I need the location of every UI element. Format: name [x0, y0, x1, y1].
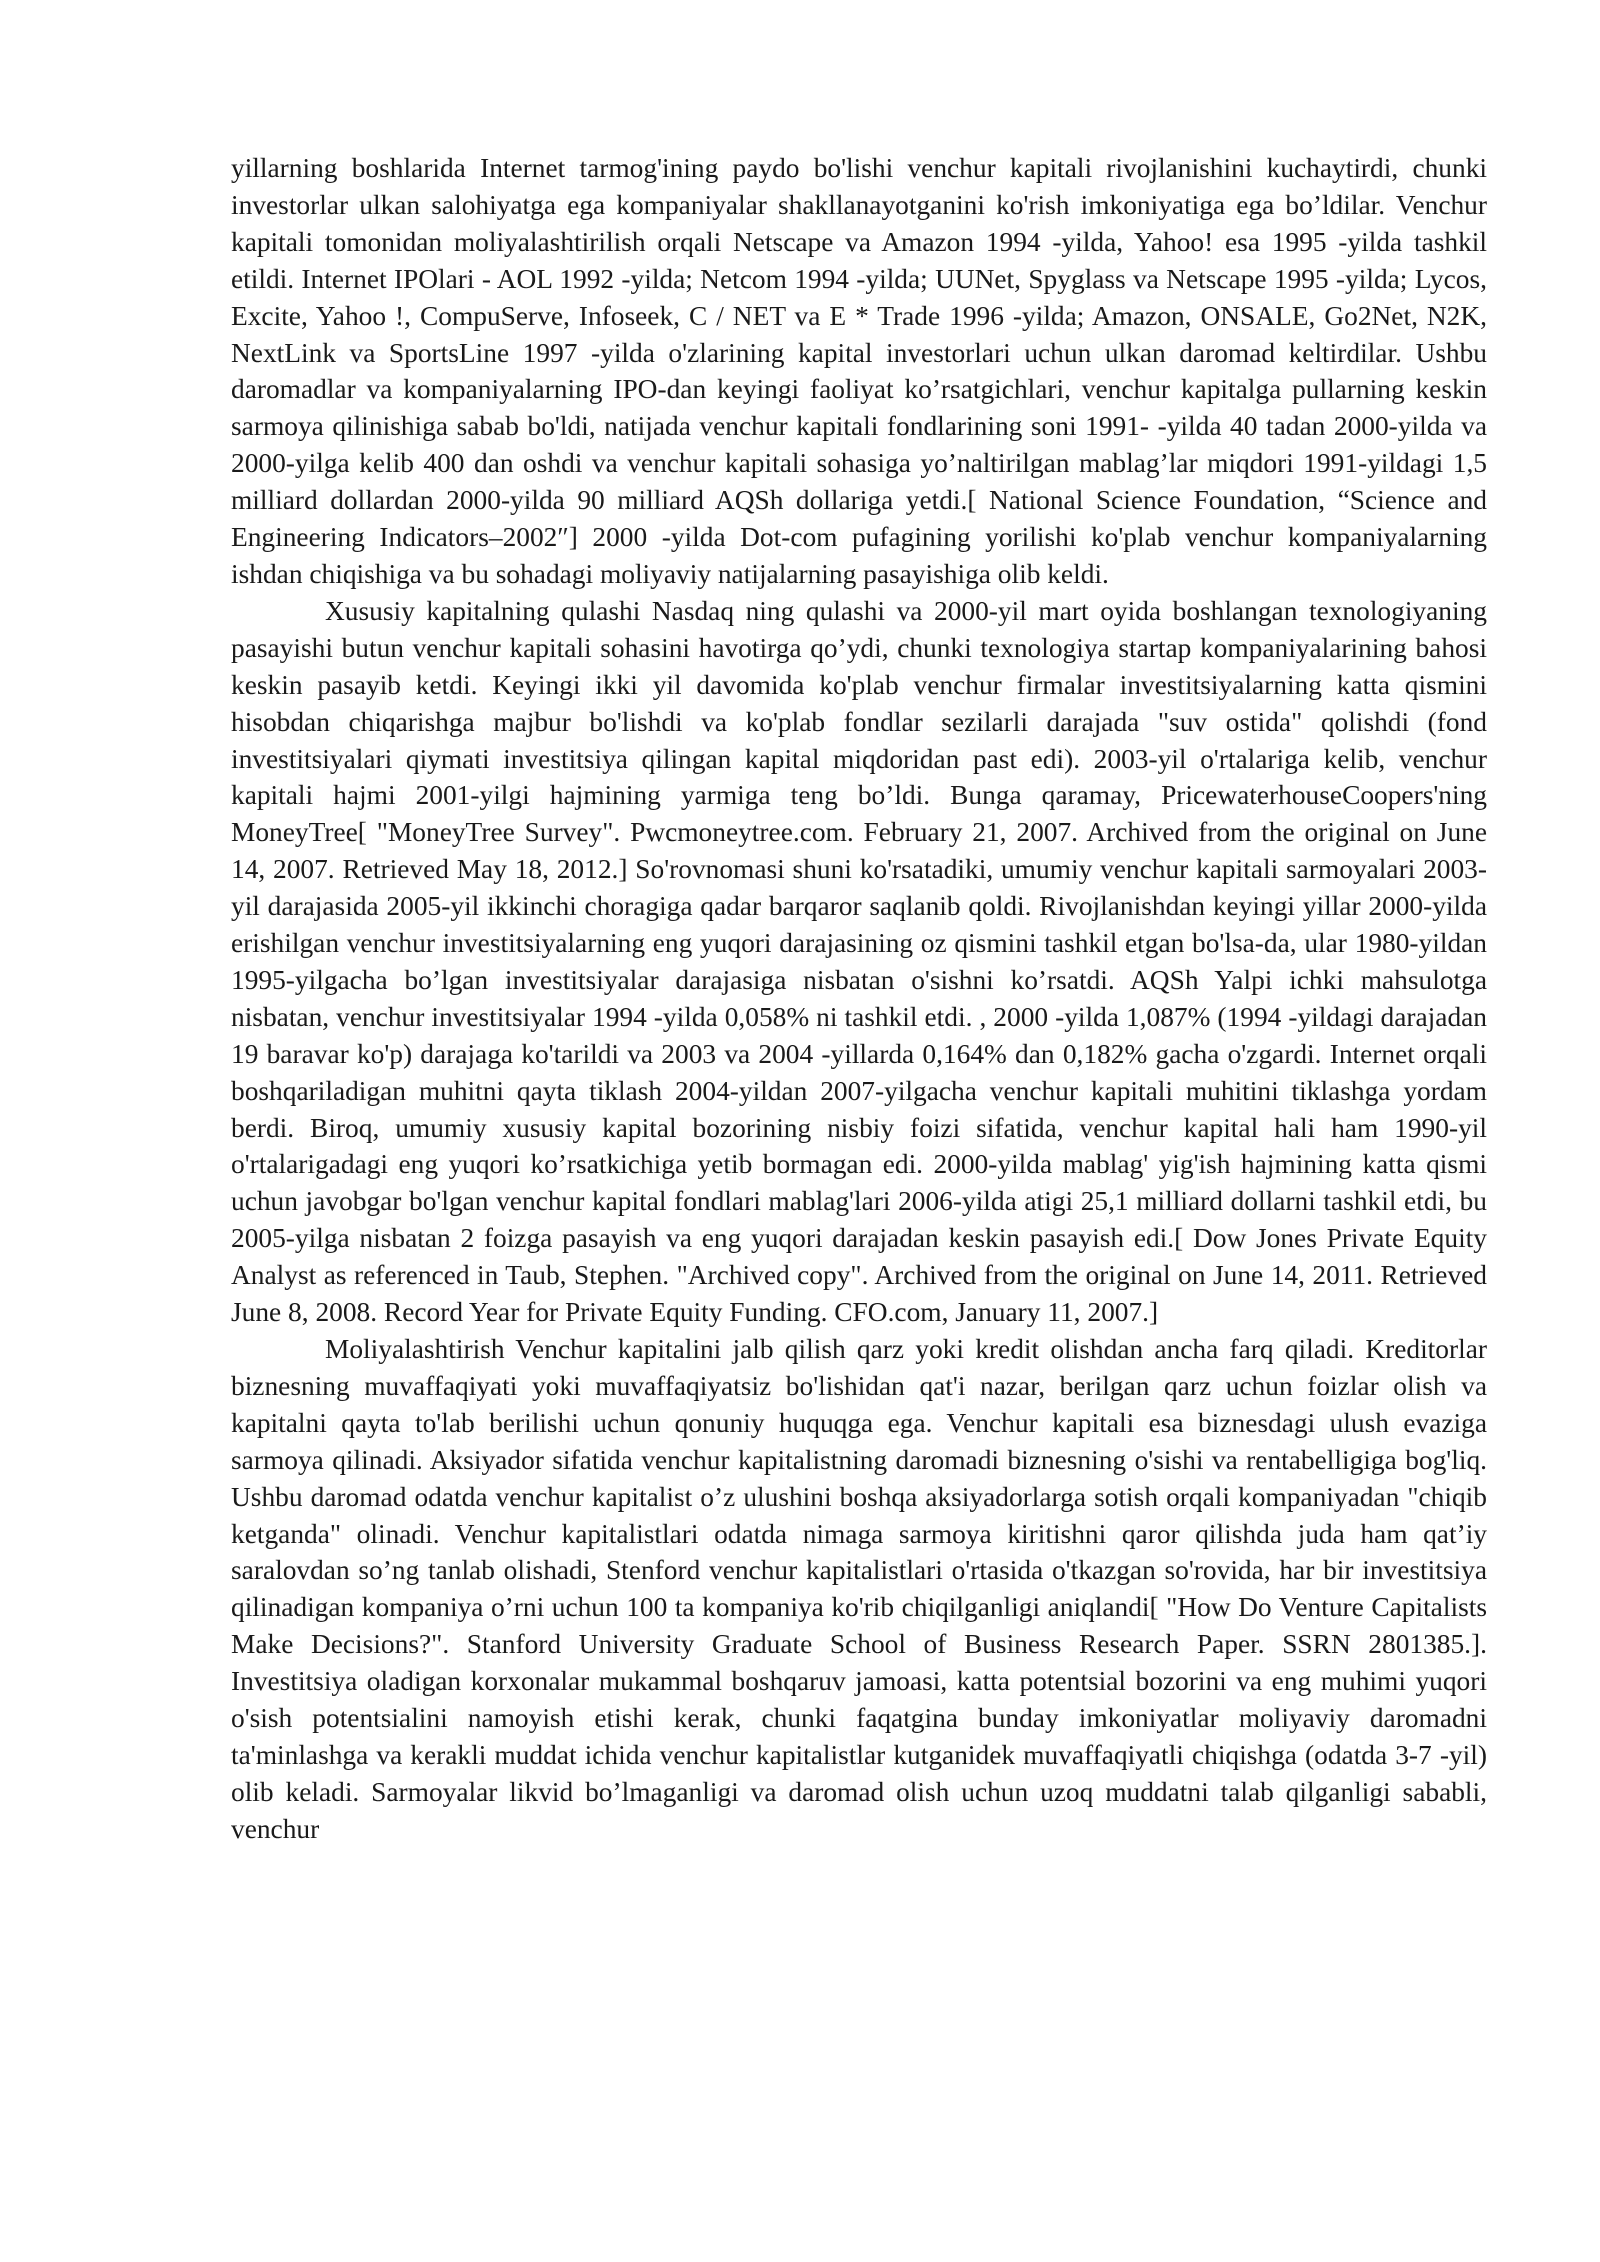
document-body — [231, 150, 1487, 1848]
paragraph-financing: Moliyalashtirish Venchur kapitalini jalb qilish qarz yoki kredit olishdan ancha farq qiladi. Kreditorlar biznesning muvaffaqiyati yoki muvaffaqiyatsiz bo'lishidan qat'i nazar, berilgan qarz uchun foizlar olish va kapitalni qayta to'lab berilishi uchun qonuniy huquqga ega. Venchur kapitali esa biznesdagi ulush evaziga sarmoya qilinadi. Aksiyador sifatida venchur kapitalistning daromadi biznesning o'sishi va rentabelligiga bog'liq. Ushbu daromad odatda venchur kapitalist o’z ulushini boshqa aksiyadorlarga sotish orqali kompaniyadan "chiqib ketganda" olinadi. Venchur kapitalistlari odatda nimaga sarmoya kiritishni qaror qilishda juda ham qat’iy saralovdan so’ng tanlab olishadi, Stenford venchur kapitalistlari o'rtasida o'tkazgan so'rovida, har bir investitsiya qilinadigan kompaniya o’rni uchun 100 ta kompaniya ko'rib chiqilganligi aniqlandi[ "How Do Venture Capitalists Make Decisions?". Stanford University Graduate School of Business Research Paper. SSRN 2801385.]. Investitsiya oladigan korxonalar mukammal boshqaruv jamoasi, katta potentsial bozorini va eng muhimi yuqori o'sish potentsialini namoyish etishi kerak, chunki faqatgina bunday imkoniyatlar moliyaviy daromadni ta'minlashga va kerakli muddat ichida venchur kapitalistlar kutganidek muvaffaqiyatli chiqishga (odatda 3-7 -yil) olib keladi. Sarmoyalar likvid bo’lmaganligi va daromad olish uchun uzoq muddatni talab qilganligi sababli, venchur — [231, 1334, 1487, 1844]
paragraph-internet-ipos: yillarning boshlarida Internet tarmog'ining paydo bo'lishi venchur kapitali rivojlanishini kuchaytirdi, chunki investorlar ulkan salohiyatga ega kompaniyalar shakllanayotganini ko'rish imkoniyatiga ega bo’ldilar. Venchur kapitali tomonidan moliyalashtirilish orqali Netscape va Amazon 1994 -yilda, Yahoo! esa 1995 -yilda tashkil etildi. Internet IPOlari - AOL 1992 -yilda; Netcom 1994 -yilda; UUNet, Spyglass va Netscape 1995 -yilda; Lycos, Excite, Yahoo !, CompuServe, Infoseek, C / NET va E * Trade 1996 -yilda; Amazon, ONSALE, Go2Net, N2K, NextLink va SportsLine 1997 -yilda o'zlarining kapital investorlari uchun ulkan daromad keltirdilar. Ushbu daromadlar va kompaniyalarning IPO-dan keyingi faoliyat ko’rsatgichlari, venchur kapitalga pullarning keskin sarmoya qilinishiga sabab bo'ldi, natijada venchur kapitali fondlarining soni 1991- -yilda 40 tadan 2000-yilda va 2000-yilga kelib 400 dan oshdi va venchur kapitali sohasiga yo’naltirilgan mablag’lar miqdori 1991-yildagi 1,5 milliard dollardan 2000-yilda 90 milliard AQSh dollariga yetdi.[ National Science Foundation, “Science and Engineering Indicators–2002″] 2000 -yilda Dot-com pufagining yorilishi ko'plab venchur kompaniyalarning ishdan chiqishiga va bu sohadagi moliyaviy natijalarning pasayishiga olib keldi. — [231, 153, 1487, 589]
paragraph-private-capital-collapse: Xususiy kapitalning qulashi Nasdaq ning qulashi va 2000-yil mart oyida boshlangan texnologiyaning pasayishi butun venchur kapitali sohasini havotirga qo’ydi, chunki texnologiya startap kompaniyalarining bahosi keskin pasayib ketdi. Keyingi ikki yil davomida ko'plab venchur firmalar investitsiyalarning katta qismini hisobdan chiqarishga majbur bo'lishdi va ko'plab fondlar sezilarli darajada "suv ostida" qolishdi (fond investitsiyalari qiymati investitsiya qilingan kapital miqdoridan past edi). 2003-yil o'rtalariga kelib, venchur kapitali hajmi 2001-yilgi hajmining yarmiga teng bo’ldi. Bunga qaramay, PricewaterhouseCoopers'ning MoneyTree[ "MoneyTree Survey". Pwcmoneytree.com. February 21, 2007. Archived from the original on June 14, 2007. Retrieved May 18, 2012.] So'rovnomasi shuni ko'rsatadiki, umumiy venchur kapitali sarmoyalari 2003-yil darajasida 2005-yil ikkinchi choragigа qadar barqaror saqlanib qoldi. Rivojlanishdan keyingi yillar 2000-yilda erishilgan venchur investitsiyalarning eng yuqori darajasining oz qismini tashkil etgan bo'lsa-da, ular 1980-yildan 1995-yilgacha bo’lgan investitsiyalar darajasiga nisbatan o'sishni ko’rsatdi. AQSh Yalpi ichki mahsulotga nisbatan, venchur investitsiyalar 1994 -yilda 0,058% ni tashkil etdi. , 2000 -yilda 1,087% (1994 -yildagi darajadan 19 baravar ko'p) darajaga ko'tarildi va 2003 va 2004 -yillarda 0,164% dan 0,182% gacha o'zgardi. Internet orqali boshqariladigan muhitni qayta tiklash 2004-yildan 2007-yilgacha venchur kapitali muhitini tiklashga yordam berdi. Biroq, umumiy xususiy kapital bozorining nisbiy foizi sifatida, venchur kapital hali ham 1990-yil o'rtalarigadagi eng yuqori ko’rsatkichiga yetib bormagan edi. 2000-yilda mablag' yig'ish hajmining katta qismi uchun javobgar bo'lgan venchur kapital fondlari mablag'lari 2006-yilda atigi 25,1 milliard dollarni tashkil etdi, bu 2005-yilga nisbatan 2 foizga pasayish va eng yuqori darajadan keskin pasayish edi.[ Dow Jones Private Equity Analyst as referenced in Taub, Stephen. "Archived copy". Archived from the original on June 14, 2011. Retrieved June 8, 2008. Record Year for Private Equity Funding. CFO.com, January 11, 2007.] — [231, 595, 1487, 1328]
